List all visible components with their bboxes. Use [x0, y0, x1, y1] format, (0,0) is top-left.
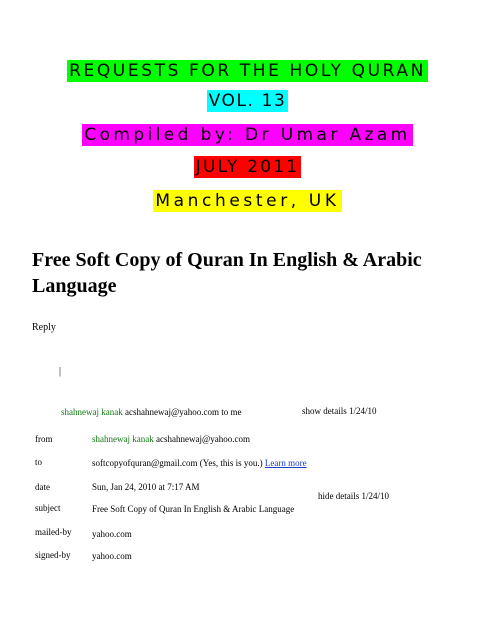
to-value-row: [92, 458, 307, 468]
banner-volume: [0, 90, 495, 112]
from-value: [92, 434, 250, 444]
hide-details-link[interactable]: hide details 1/24/10: [318, 491, 389, 501]
from-email: acshahnewaj@yahoo.com: [155, 434, 250, 444]
signed-by-label: signed-by: [35, 550, 71, 560]
banner-compiler: [0, 124, 495, 146]
reply-link[interactable]: Reply: [32, 322, 56, 333]
banner-location: [0, 190, 495, 212]
to-label: to: [35, 457, 43, 467]
email-header-line: [61, 407, 241, 417]
sender-address-to-me: acshahnewaj@yahoo.com to me: [124, 407, 242, 417]
banner-requests: [0, 60, 495, 82]
learn-more-link[interactable]: Learn more: [264, 458, 307, 468]
mailed-by-label: mailed-by: [35, 527, 72, 537]
mailed-by-value: yahoo.com: [92, 529, 132, 539]
banner-requests-text: REQUESTS FOR THE HOLY QURAN: [69, 61, 426, 81]
to-value: softcopyofquran@gmail.com (Yes, this is you.): [92, 458, 263, 468]
signed-by-value: yahoo.com: [92, 551, 132, 561]
date-label: date: [35, 482, 50, 492]
banner-date-text: JULY 2011: [195, 157, 300, 177]
show-details-link[interactable]: show details 1/24/10: [302, 406, 377, 416]
banner-date: [0, 156, 495, 178]
subject-label: subject: [35, 503, 61, 513]
subject-value: Free Soft Copy of Quran In English & Arabic Language: [92, 504, 295, 514]
banner-compiler-text: Compiled by: Dr Umar Azam: [84, 125, 411, 145]
from-name[interactable]: shahnewaj kanak: [92, 434, 154, 444]
page-title: Free Soft Copy of Quran In English & Arabic Language: [32, 249, 422, 297]
from-label: from: [35, 434, 53, 444]
separator: |: [59, 366, 62, 377]
banner-volume-text: VOL. 13: [208, 91, 287, 111]
date-value: Sun, Jan 24, 2010 at 7:17 AM: [92, 482, 200, 492]
banner-location-text: Manchester, UK: [155, 191, 340, 211]
sender-name[interactable]: shahnewaj kanak: [61, 407, 123, 417]
